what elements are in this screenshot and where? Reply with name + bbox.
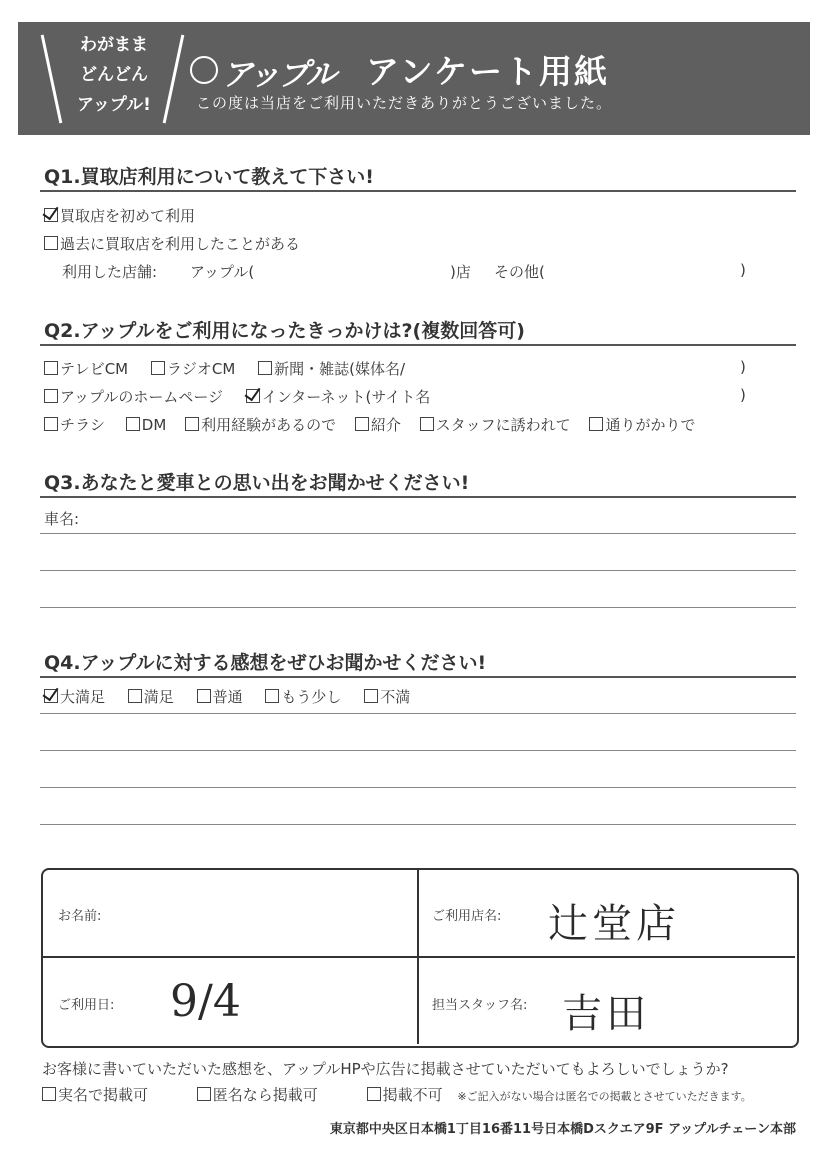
consent-option-no[interactable] xyxy=(367,1084,443,1105)
consent-note: ※ご記入がない場合は匿名での掲載とさせていただきます。 xyxy=(457,1090,752,1103)
q2-option-label: アップルのホームページ xyxy=(60,388,224,406)
consent-option-label: 実名で掲載可 xyxy=(58,1086,149,1104)
q2-option-referral[interactable] xyxy=(355,414,401,435)
q2-row-1 xyxy=(44,358,423,379)
q1-option-1[interactable] xyxy=(44,205,195,226)
checkbox-icon[interactable] xyxy=(44,389,58,403)
q2-row-2 xyxy=(44,386,448,407)
write-line xyxy=(40,533,796,534)
q2-rule xyxy=(40,344,796,346)
q1-store-apple: アップル( xyxy=(190,263,255,281)
date-label: ご利用日: xyxy=(58,998,115,1013)
q1-option-2-label: 過去に買取店を利用したことがある xyxy=(60,235,301,253)
write-line xyxy=(40,607,796,608)
brand-logo: アップル xyxy=(222,57,335,93)
checkbox-icon[interactable] xyxy=(151,361,165,375)
customer-info-box xyxy=(41,868,799,1048)
q4-option-label: もう少し xyxy=(281,688,342,706)
checkbox-icon[interactable] xyxy=(126,417,140,431)
q2-option-label: スタッフに誘われて xyxy=(435,416,571,434)
store-name-label: ご利用店名: xyxy=(432,909,502,924)
q1-title: Q1.買取店利用について教えて下さい! xyxy=(44,166,374,188)
q4-options xyxy=(44,686,428,707)
q2-option-label: チラシ xyxy=(60,416,106,434)
page-title: アンケート用紙 xyxy=(366,52,610,91)
q4-option-label: 大満足 xyxy=(60,688,106,706)
checkbox-icon[interactable] xyxy=(42,1087,56,1101)
q2-option-label: インターネット(サイト名 xyxy=(261,388,431,406)
write-line xyxy=(40,570,796,571)
consent-options xyxy=(42,1084,752,1105)
apple-logo-icon xyxy=(190,56,218,84)
q2-option-staff[interactable] xyxy=(420,414,571,435)
write-line xyxy=(40,750,796,751)
consent-question: お客様に書いていただいた感想を、アップルHPや広告に掲載させていただいてもよろしいでしょうか? xyxy=(42,1060,729,1078)
q2-option-label: テレビCM xyxy=(60,360,129,378)
q2-row-2-close: ) xyxy=(740,386,746,404)
checkbox-checked-icon[interactable] xyxy=(44,208,58,222)
q4-option-normal[interactable] xyxy=(197,686,243,707)
staff-field[interactable]: 吉田 xyxy=(562,991,650,1037)
q2-option-passing[interactable] xyxy=(589,414,695,435)
q3-rule xyxy=(40,496,796,498)
consent-option-real-name[interactable] xyxy=(42,1084,148,1105)
checkbox-icon[interactable] xyxy=(420,417,434,431)
q2-option-label: 利用経験があるので xyxy=(201,416,337,434)
q4-option-very-satisfied[interactable] xyxy=(44,686,105,707)
checkbox-icon[interactable] xyxy=(44,361,58,375)
q2-option-experience[interactable] xyxy=(185,414,336,435)
q2-option-homepage[interactable] xyxy=(44,386,223,407)
write-line xyxy=(40,713,796,714)
checkbox-icon[interactable] xyxy=(265,689,279,703)
q4-option-dissatisfied[interactable] xyxy=(364,686,410,707)
box-divider-horizontal xyxy=(43,956,795,958)
q2-option-label: ラジオCM xyxy=(166,360,236,378)
q1-option-2[interactable] xyxy=(44,233,300,254)
q2-option-internet[interactable] xyxy=(246,386,430,407)
q2-option-newspaper[interactable] xyxy=(258,358,405,379)
staff-label: 担当スタッフ名: xyxy=(432,998,528,1013)
q2-option-label: DM xyxy=(141,416,167,434)
q1-store-label: 利用した店舗: xyxy=(62,263,158,281)
q2-row-3 xyxy=(44,414,695,435)
q2-row-1-close: ) xyxy=(740,358,746,376)
q2-option-tv[interactable] xyxy=(44,358,128,379)
checkbox-checked-icon[interactable] xyxy=(44,689,58,703)
q1-store-other: その他( xyxy=(494,263,545,281)
checkbox-icon[interactable] xyxy=(44,236,58,250)
q1-store-apple-close: )店 xyxy=(450,263,471,281)
q3-title: Q3.あなたと愛車との思い出をお聞かせください! xyxy=(44,472,470,494)
write-line xyxy=(40,787,796,788)
checkbox-checked-icon[interactable] xyxy=(246,389,260,403)
q1-store-other-close: ) xyxy=(740,261,746,279)
q2-option-radio[interactable] xyxy=(151,358,235,379)
checkbox-icon[interactable] xyxy=(258,361,272,375)
q2-option-label: 紹介 xyxy=(370,416,401,434)
consent-option-label: 匿名なら掲載可 xyxy=(212,1086,318,1104)
checkbox-icon[interactable] xyxy=(197,689,211,703)
q4-option-satisfied[interactable] xyxy=(128,686,174,707)
write-line xyxy=(40,824,796,825)
checkbox-icon[interactable] xyxy=(197,1087,211,1101)
consent-option-anonymous[interactable] xyxy=(197,1084,318,1105)
checkbox-icon[interactable] xyxy=(367,1087,381,1101)
q4-option-somewhat[interactable] xyxy=(265,686,341,707)
page-subtitle: この度は当店をご利用いただきありがとうございました。 xyxy=(196,94,613,112)
checkbox-icon[interactable] xyxy=(589,417,603,431)
name-label: お名前: xyxy=(58,909,102,924)
checkbox-icon[interactable] xyxy=(128,689,142,703)
slogan-line-2: どんどん xyxy=(80,65,148,85)
checkbox-icon[interactable] xyxy=(364,689,378,703)
q3-car-label: 車名: xyxy=(44,510,80,528)
company-address: 東京都中央区日本橋1丁目16番11号日本橋Dスクエア9F アップルチェーン本部 xyxy=(329,1122,796,1137)
slogan-line-3: アップル! xyxy=(77,95,151,115)
checkbox-icon[interactable] xyxy=(44,417,58,431)
q2-title: Q2.アップルをご利用になったきっかけは?(複数回答可) xyxy=(44,320,525,342)
consent-option-label: 掲載不可 xyxy=(382,1086,443,1104)
checkbox-icon[interactable] xyxy=(355,417,369,431)
store-name-field[interactable]: 辻堂店 xyxy=(548,901,680,947)
date-field[interactable]: 9/4 xyxy=(170,976,241,1027)
q4-rule xyxy=(40,676,796,678)
q1-rule xyxy=(40,190,796,192)
q4-option-label: 不満 xyxy=(380,688,411,706)
q4-option-label: 満足 xyxy=(143,688,174,706)
q2-option-flyer[interactable] xyxy=(44,414,105,435)
q2-option-label: 新聞・雑誌(媒体名/ xyxy=(274,360,406,378)
checkbox-icon[interactable] xyxy=(185,417,199,431)
q4-option-label: 普通 xyxy=(212,688,243,706)
q2-option-label: 通りがかりで xyxy=(605,416,696,434)
q1-option-1-label: 買取店を初めて利用 xyxy=(60,207,196,225)
slogan xyxy=(58,30,170,120)
q4-title: Q4.アップルに対する感想をぜひお聞かせください! xyxy=(44,652,487,674)
slogan-line-1: わがまま xyxy=(80,35,148,55)
q2-option-dm[interactable] xyxy=(126,416,167,434)
